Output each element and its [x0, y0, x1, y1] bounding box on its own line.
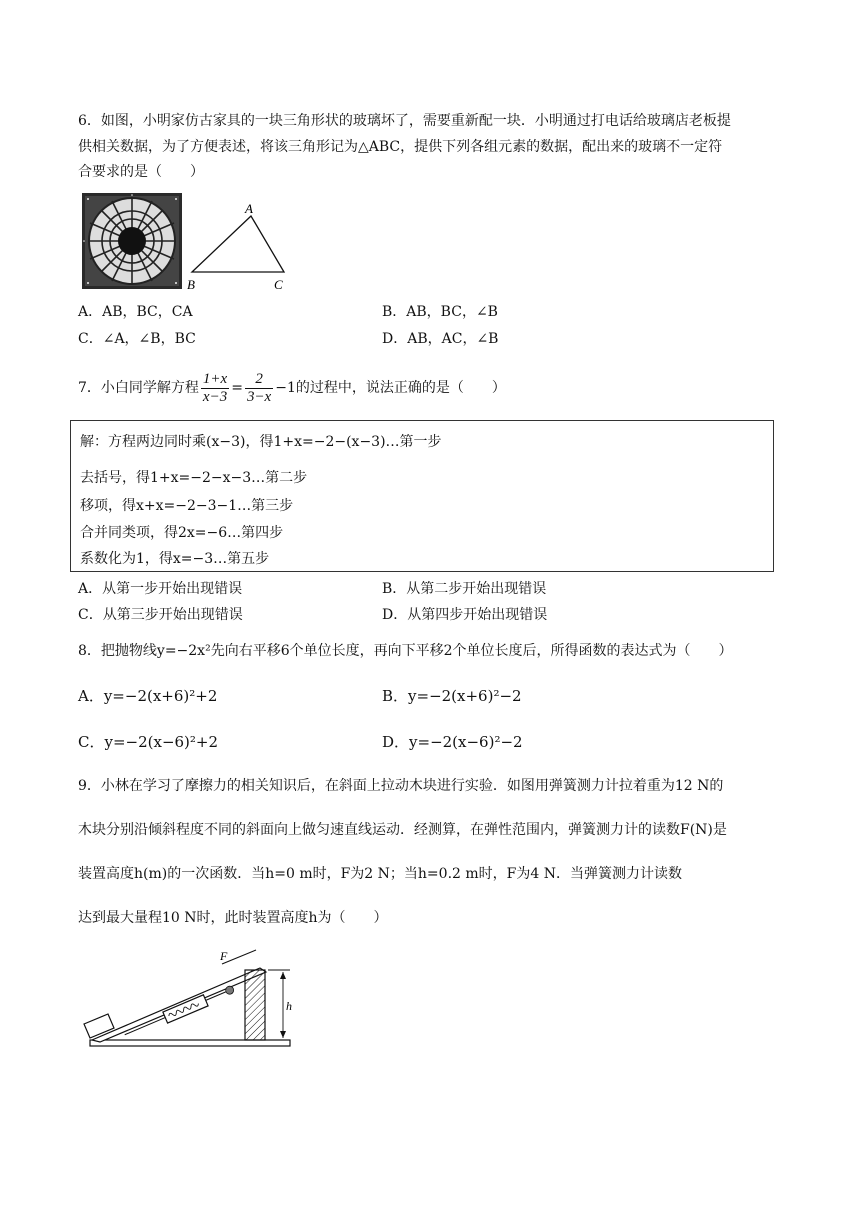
q7-step-1: 解：方程两边同时乘(x−3)，得1+x=−2−(x−3)…第一步 — [80, 434, 442, 450]
q7-step-2: 去括号，得1+x=−2−x−3…第二步 — [80, 470, 308, 486]
q7-frac1-den: x−3 — [202, 388, 228, 405]
q7-step-4: 合并同类项，得2x=−6…第四步 — [80, 525, 284, 541]
q7-frac1-num: 1+x — [202, 370, 228, 387]
force-label: F — [220, 949, 228, 963]
q6-option-c[interactable]: C．∠A，∠B，BC — [78, 331, 196, 347]
q9-line-1: 9．小林在学习了摩擦力的相关知识后，在斜面上拉动木块进行实验．如图用弹簧测力计拉着重为12 N的 — [78, 778, 724, 794]
label-a: A — [245, 201, 253, 216]
q7-fraction-left — [201, 371, 229, 406]
q6-line-2: 供相关数据，为了方便表述，将该三角形记为△ABC，提供下列各组元素的数据，配出来的玻璃不一定符 — [78, 139, 723, 155]
q7-fraction-right — [245, 371, 273, 406]
q6-option-d[interactable]: D．AB，AC，∠B — [382, 331, 499, 347]
support-block — [245, 970, 265, 1040]
q7-prefix: 7．小白同学解方程 — [78, 380, 199, 396]
q7-step-5: 系数化为1，得x=−3…第五步 — [80, 551, 270, 567]
q7-equals: = — [231, 380, 243, 396]
q7-step-3: 移项，得x+x=−2−3−1…第三步 — [80, 498, 294, 514]
q7-option-b[interactable]: B．从第二步开始出现错误 — [382, 581, 547, 597]
q7-option-a[interactable]: A．从第一步开始出现错误 — [78, 581, 243, 597]
q8-option-b[interactable]: B．y=−2(x+6)²−2 — [382, 687, 522, 705]
triangle-abc-diagram — [186, 200, 292, 294]
q7-frac2-num: 2 — [245, 371, 273, 389]
q6-line-1: 6．如图，小明家仿古家具的一块三角形状的玻璃坏了，需要重新配一块．小明通过打电话给玻璃店老板提 — [78, 113, 731, 129]
label-c: C — [274, 277, 283, 292]
q6-line-3: 合要求的是（ ） — [78, 164, 204, 180]
q9-line-2: 木块分别沿倾斜程度不同的斜面向上做匀速直线运动．经测算，在弹性范围内，弹簧测力计的读数F(N)是 — [78, 822, 727, 838]
q7-stem — [78, 368, 506, 408]
q6-option-a[interactable]: A．AB，BC，CA — [78, 304, 193, 320]
glass-pattern-image — [82, 193, 182, 289]
q8-stem: 8．把抛物线y=−2x²先向右平移6个单位长度，再向下平移2个单位长度后，所得函数的表达式为（ ） — [78, 643, 733, 659]
q8-option-a[interactable]: A．y=−2(x+6)²+2 — [78, 687, 218, 705]
q8-option-d[interactable]: D．y=−2(x−6)²−2 — [382, 733, 523, 751]
q8-option-c[interactable]: C．y=−2(x−6)²+2 — [78, 733, 219, 751]
incline-experiment-diagram — [80, 944, 300, 1056]
q6-option-b[interactable]: B．AB，BC，∠B — [382, 304, 498, 320]
height-label: h — [286, 999, 292, 1013]
q7-option-c[interactable]: C．从第三步开始出现错误 — [78, 607, 243, 623]
spring-scale — [163, 995, 208, 1023]
q9-line-3: 装置高度h(m)的一次函数．当h=0 m时，F为2 N；当h=0.2 m时，F为4 N．当弹簧测力计读数 — [78, 866, 682, 882]
q7-option-d[interactable]: D．从第四步开始出现错误 — [382, 607, 548, 623]
q9-line-4: 达到最大量程10 N时，此时装置高度h为（ ） — [78, 910, 388, 926]
q7-frac2-den: 3−x — [246, 388, 272, 405]
q7-tail: −1的过程中，说法正确的是（ ） — [275, 380, 506, 396]
label-b: B — [187, 277, 195, 292]
triangle-shape — [192, 216, 284, 272]
ground-base — [90, 1040, 290, 1046]
